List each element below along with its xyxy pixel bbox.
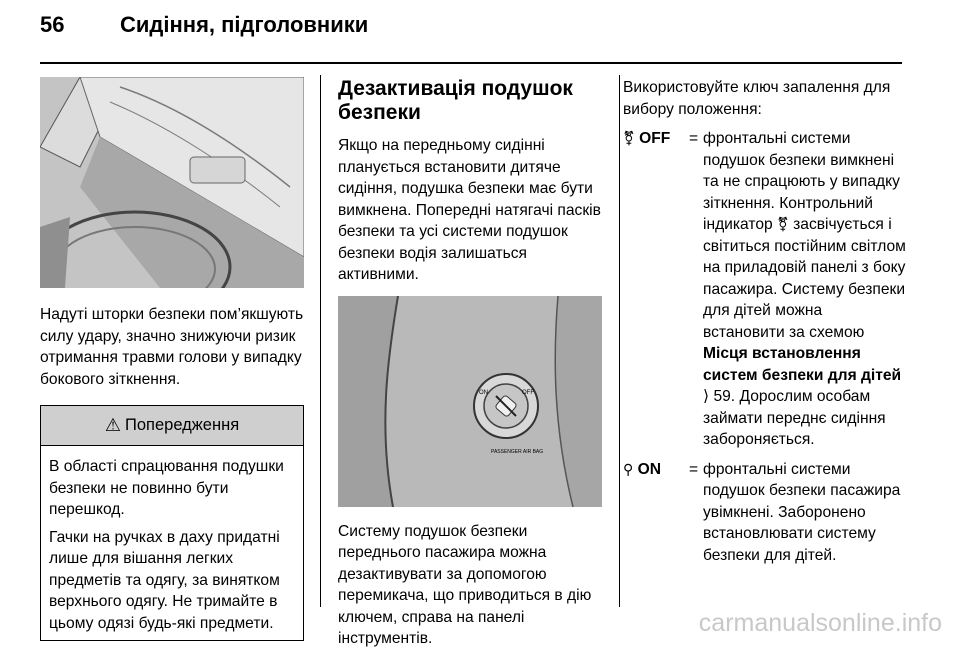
page-title: Сидіння, підголовники [120,12,369,37]
switch-on-label: ON [479,389,488,396]
section-heading: Дезактивація подушок безпеки [338,77,573,124]
deactivation-paragraph: Якщо на передньому сидінні планується встановити дитяче сидіння, подушка безпеки має бути вимкнена. Попередні натягачі пасків безпеки та усі системи подушок безпеки водія залишаться активними. [338,137,601,283]
column-2 [338,77,604,650]
on-description: фронтальні системи подушок безпеки пасажира увімкнені. Заборонено встановлювати систему безпеки для дітей. [703,460,901,564]
switch-paragraph: Систему подушок безпеки переднього пасажира можна дезактивувати за допомогою перемикача, що приводиться в дію ключем, справа на панелі інструментів. [338,522,592,647]
off-description [703,128,908,451]
on-label: ON [637,460,661,478]
curtain-airbag-illustration [40,77,304,288]
column-3 [623,77,908,566]
off-key [623,128,689,451]
on-key [623,459,689,567]
column-divider-1 [320,75,321,607]
on-position-item [623,459,908,567]
off-text-b: засвічується і світиться постійним світлом на приладовій панелі з боку пасажира. Систему безпеки для дітей можна встановити за схемою [703,216,906,341]
off-text-c: Дорослим особам займати переднє сидіння забороняється. [703,388,886,448]
page-ref-icon: ⟩ [703,388,710,405]
off-text-a: фронтальні системи подушок безпеки вимкнені та не спрацюють у випадку зіткнення. Контрольний індикатор [703,130,900,233]
switch-off-label: OFF [522,389,534,396]
warning-triangle-icon: ⚠ [104,414,121,435]
warning-paragraph-1: В області спрацювання подушки безпеки не повинно бути перешкод. [49,458,284,518]
airbag-switch-illustration [338,296,602,507]
header-rule [40,62,902,64]
airbag-off-icon: ⚧ [623,130,635,146]
warning-title: Попередження [125,415,240,434]
column-1 [40,77,304,641]
passenger-airbag-plate: PASSENGER AIR BAG [491,448,544,455]
watermark: carmanualsonline.info [698,609,942,637]
warning-box [40,405,304,641]
child-restraint-link[interactable]: Місця встановлення систем безпеки для дітей [703,345,902,384]
airbag-on-icon: ⚲ [623,460,634,477]
warning-paragraph-2: Гачки на ручках в даху придатні лише для вішання легких предметів та одягу, за винятком верхнього одягу. Не тримайте в цьому одязі будь-які предмети. [49,528,280,632]
page-number: 56 [40,12,65,37]
page-header [40,12,368,38]
positions-intro: Використовуйте ключ запалення для вибору положення: [623,79,891,118]
off-equals: = [689,130,699,147]
airbag-off-indicator-icon: ⚧ [777,216,789,232]
warning-body [41,446,303,640]
off-label: OFF [639,130,671,147]
off-position-item [623,128,908,451]
curtain-airbag-paragraph: Надуті шторки безпеки пом’якшують силу удару, значно знижуючи ризик отримання травми голови у випадку бокового зіткнення. [40,306,304,388]
page-ref[interactable]: 59. [713,388,736,405]
on-equals: = [689,460,699,478]
warning-header [41,406,303,446]
column-divider-2 [619,75,620,607]
